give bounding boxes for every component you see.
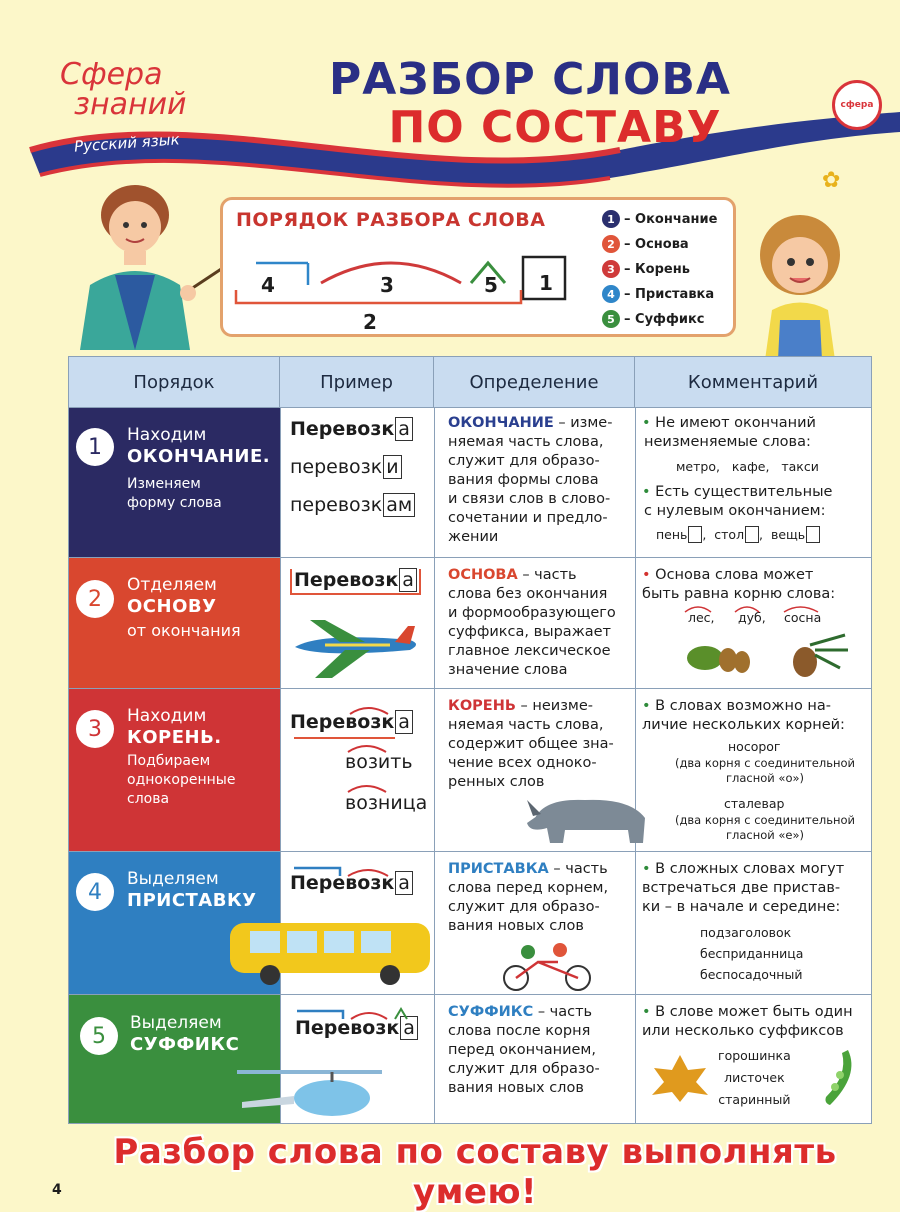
- definition-line: вания новых слов: [448, 1080, 584, 1096]
- definition-line: – часть: [522, 567, 577, 583]
- example-ending: а: [395, 417, 413, 441]
- definition-term: ПРИСТАВКА: [448, 861, 549, 877]
- bus-illustration: [225, 915, 435, 990]
- definition-line: слова без окончания: [448, 586, 608, 602]
- step-sub-line: форму слова: [127, 495, 222, 511]
- definition-line: служит для образо-: [448, 1061, 600, 1077]
- comment-text: • В словах возможно на- личие нескольких корней:: [642, 698, 845, 733]
- comment-line: В сложных словах могут: [655, 861, 845, 877]
- definition-line: – часть: [537, 1004, 593, 1020]
- zero-ending-examples: пень , стол , вещь: [656, 527, 820, 542]
- example-stem: перевозк: [290, 456, 383, 478]
- definition-line: сочетании и предло-: [448, 510, 608, 526]
- step-term: ПРИСТАВКУ: [127, 890, 257, 911]
- double-prefix-examples: [700, 922, 803, 985]
- subject-label: Русский язык: [73, 130, 181, 156]
- definition-line: няемая часть слова,: [448, 717, 604, 733]
- step-term: ОКОНЧАНИЕ.: [127, 446, 271, 467]
- bicycle-illustration: [498, 940, 598, 992]
- definition-line: вания новых слов: [448, 918, 584, 934]
- definition-term: ОСНОВА: [448, 567, 518, 583]
- butterfly-icon: ✿: [822, 168, 841, 193]
- example-stem: Перевозк: [294, 569, 399, 591]
- step-term: ОСНОВУ: [127, 596, 217, 617]
- row-divider: [69, 557, 871, 558]
- compound-word: носорог: [728, 739, 781, 754]
- step-number: 5: [80, 1017, 118, 1055]
- definition-term: ОКОНЧАНИЕ: [448, 415, 554, 431]
- step-subtitle: от окончания: [127, 621, 241, 640]
- row-divider: [69, 688, 871, 689]
- root-example-word: дуб,: [738, 610, 766, 625]
- legend-label: – Приставка: [624, 286, 715, 302]
- comment-line: с нулевым окончанием:: [644, 503, 826, 519]
- step-verb: Выделяем: [127, 869, 219, 889]
- suffix-examples: [718, 1045, 791, 1111]
- table-header-definition: Определение: [434, 357, 635, 407]
- example-stem: перевозк: [290, 494, 383, 516]
- table-header-example: Пример: [280, 357, 434, 407]
- definition-term: КОРЕНЬ: [448, 698, 516, 714]
- row-divider: [69, 407, 871, 408]
- example-word: [290, 418, 413, 440]
- comment-line: Есть существительные: [655, 484, 833, 500]
- girl-illustration: [750, 210, 860, 360]
- definition-text: [448, 860, 638, 936]
- suffix-word: старинный: [718, 1092, 791, 1107]
- root-example-word: сосна: [784, 610, 822, 625]
- leaf-illustration: [648, 1050, 713, 1105]
- row-divider: [69, 851, 871, 852]
- legend-label: – Корень: [624, 261, 690, 277]
- example-stem: Перевозк: [295, 1017, 400, 1039]
- example-word: [290, 569, 421, 595]
- comment-text: • Основа слова может быть равна корню слова:: [642, 567, 836, 602]
- footer-slogan: Разбор слова по составу выполнять умею!: [113, 1132, 837, 1212]
- step-sub-line: Подбираем: [127, 753, 211, 769]
- definition-line: – часть: [553, 861, 608, 877]
- step-term: КОРЕНЬ.: [127, 727, 222, 748]
- table-header-order: Порядок: [69, 357, 280, 407]
- suffix-word: листочек: [724, 1070, 785, 1085]
- publisher-logo: сфера: [832, 80, 882, 130]
- comment-line: В слове может быть один: [655, 1004, 853, 1020]
- definition-line: служит для образо-: [448, 899, 600, 915]
- brand-line2: знаний: [74, 87, 187, 122]
- step-verb: Выделяем: [130, 1013, 222, 1033]
- root-example: возница: [345, 792, 428, 814]
- definition-line: значение слова: [448, 662, 568, 678]
- row-divider: [69, 994, 871, 995]
- scheme-prefix-number: 4: [261, 273, 275, 297]
- example-stem: Перевозк: [290, 711, 395, 733]
- step-sub-line: однокоренные: [127, 772, 236, 788]
- comment-text: • В слове может быть один или несколько суффиксов: [642, 1004, 853, 1039]
- definition-line: – изме-: [558, 415, 613, 431]
- definition-line: – неизме-: [520, 698, 594, 714]
- example-stem: Перевозк: [290, 418, 395, 440]
- double-prefix-word: бесприданница: [700, 946, 804, 961]
- zero-ending-word: вещь: [770, 527, 806, 542]
- comment-examples: метро, кафе, такси: [676, 459, 819, 474]
- legend-num: 4: [602, 285, 620, 303]
- step-verb: Находим: [127, 425, 207, 445]
- legend-prefix: [602, 285, 714, 303]
- definition-text: [448, 414, 638, 547]
- compound-note-line: гласной «о»): [725, 771, 805, 785]
- example-ending: а: [395, 871, 413, 895]
- root-example: возить: [345, 751, 413, 773]
- step-title: [127, 574, 217, 618]
- scheme-suffix-number: 5: [484, 273, 498, 297]
- example-ending: а: [400, 1016, 418, 1040]
- definition-line: служит для образо-: [448, 453, 600, 469]
- comment-line: В словах возможно на-: [655, 698, 832, 714]
- step-number: 2: [76, 580, 114, 618]
- compound-note-line: (два корня с соединительной: [674, 813, 856, 827]
- comment-line: Не имеют окончаний: [655, 415, 816, 431]
- definition-line: чение всех одноко-: [448, 755, 597, 771]
- step-title: [127, 424, 270, 468]
- definition-line: няемая часть слова,: [448, 434, 604, 450]
- comment-line: личие нескольких корней:: [642, 717, 845, 733]
- definition-line: суффикса, выражает: [448, 624, 612, 640]
- acorn-cone-illustration: [680, 600, 850, 680]
- root-example-word: лес,: [688, 610, 715, 625]
- comment-text: • Есть существительные с нулевым окончанием:: [642, 484, 833, 519]
- example-ending: а: [395, 710, 413, 734]
- peapod-illustration: [818, 1045, 863, 1110]
- example-word: [290, 456, 402, 478]
- legend-num: 1: [602, 210, 620, 228]
- rhino-illustration: [525, 788, 655, 848]
- comment-line: быть равна корню слова:: [642, 586, 836, 602]
- step-title: [127, 705, 222, 749]
- airplane-illustration: [290, 612, 425, 682]
- page-number: 4: [52, 1182, 62, 1198]
- step-sub-line: слова: [127, 791, 170, 807]
- example-word: [290, 494, 415, 516]
- legend-label: – Суффикс: [624, 311, 705, 327]
- double-prefix-word: беспосадочный: [700, 967, 803, 982]
- legend-stem: [602, 235, 689, 253]
- page-title-line1: РАЗБОР СЛОВА: [329, 54, 731, 105]
- step-title: [127, 868, 257, 912]
- step-number: 1: [76, 428, 114, 466]
- legend-num: 5: [602, 310, 620, 328]
- step-verb: Отделяем: [127, 575, 217, 595]
- brand-logo: [60, 57, 187, 122]
- scheme-stem-number: 2: [363, 310, 377, 334]
- definition-text: [448, 697, 638, 792]
- compound-note: [660, 813, 870, 843]
- scheme-ending-number: 1: [539, 271, 553, 295]
- definition-text: [448, 1003, 638, 1098]
- definition-line: главное лексическое: [448, 643, 611, 659]
- comment-line: или несколько суффиксов: [642, 1023, 844, 1039]
- page-title-line2: ПО СОСТАВУ: [388, 102, 722, 153]
- zero-ending-word: стол: [714, 527, 745, 542]
- step-title: [130, 1012, 239, 1056]
- helicopter-illustration: [232, 1060, 392, 1120]
- brand-line1: Сфера: [60, 57, 163, 92]
- step-number: 3: [76, 710, 114, 748]
- definition-line: ренных слов: [448, 774, 545, 790]
- legend-root: [602, 260, 690, 278]
- step-subtitle: [127, 475, 222, 513]
- col-divider: [434, 407, 435, 1123]
- comment-line: неизменяемые слова:: [644, 434, 811, 450]
- definition-line: слова после корня: [448, 1023, 591, 1039]
- col-divider: [280, 407, 281, 1123]
- scheme-root-number: 3: [380, 273, 394, 297]
- compound-note: [660, 756, 870, 786]
- definition-line: перед окончанием,: [448, 1042, 596, 1058]
- double-prefix-word: подзаголовок: [700, 925, 792, 940]
- compound-word: сталевар: [724, 796, 785, 811]
- suffix-mark: [295, 1005, 425, 1025]
- definition-line: слова перед корнем,: [448, 880, 609, 896]
- definition-line: содержит общее зна-: [448, 736, 614, 752]
- zero-ending-word: пень: [656, 527, 688, 542]
- comment-line: Основа слова может: [655, 567, 814, 583]
- legend-label: – Окончание: [624, 211, 718, 227]
- example-ending: а: [399, 568, 417, 592]
- compound-note-line: (два корня с соединительной: [674, 756, 856, 770]
- step-term: СУФФИКС: [130, 1034, 240, 1055]
- suffix-word: горошинка: [718, 1048, 791, 1063]
- legend-label: – Основа: [624, 236, 689, 252]
- prefix-mark: [290, 862, 420, 882]
- teacher-illustration: [60, 175, 230, 355]
- order-title: ПОРЯДОК РАЗБОРА СЛОВА: [236, 209, 546, 231]
- step-subtitle: [127, 752, 235, 809]
- step-number: 4: [76, 873, 114, 911]
- step-verb: Находим: [127, 706, 207, 726]
- legend-ending: [602, 210, 717, 228]
- definition-line: жении: [448, 529, 499, 545]
- comment-text: • Не имеют окончаний неизменяемые слова:: [642, 415, 816, 450]
- word-scheme: [226, 245, 586, 335]
- definition-line: и связи слов в слово-: [448, 491, 611, 507]
- example-ending: и: [383, 455, 401, 479]
- comment-line: встречаться две пристав-: [642, 880, 841, 896]
- definition-text: [448, 566, 638, 680]
- legend-suffix: [602, 310, 704, 328]
- example-ending: ам: [383, 493, 415, 517]
- legend-num: 2: [602, 235, 620, 253]
- legend-num: 3: [602, 260, 620, 278]
- table-header-comment: Комментарий: [635, 357, 871, 407]
- comment-text: • В сложных словах могут встречаться две пристав- ки – в начале и середине:: [642, 861, 845, 915]
- example-stem: Перевозк: [290, 872, 395, 894]
- definition-line: и формообразующего: [448, 605, 616, 621]
- step-sub-line: Изменяем: [127, 476, 201, 492]
- definition-line: вания формы слова: [448, 472, 599, 488]
- compound-note-line: гласной «е»): [725, 828, 805, 842]
- comment-line: ки – в начале и середине:: [642, 899, 841, 915]
- definition-term: СУФФИКС: [448, 1004, 534, 1020]
